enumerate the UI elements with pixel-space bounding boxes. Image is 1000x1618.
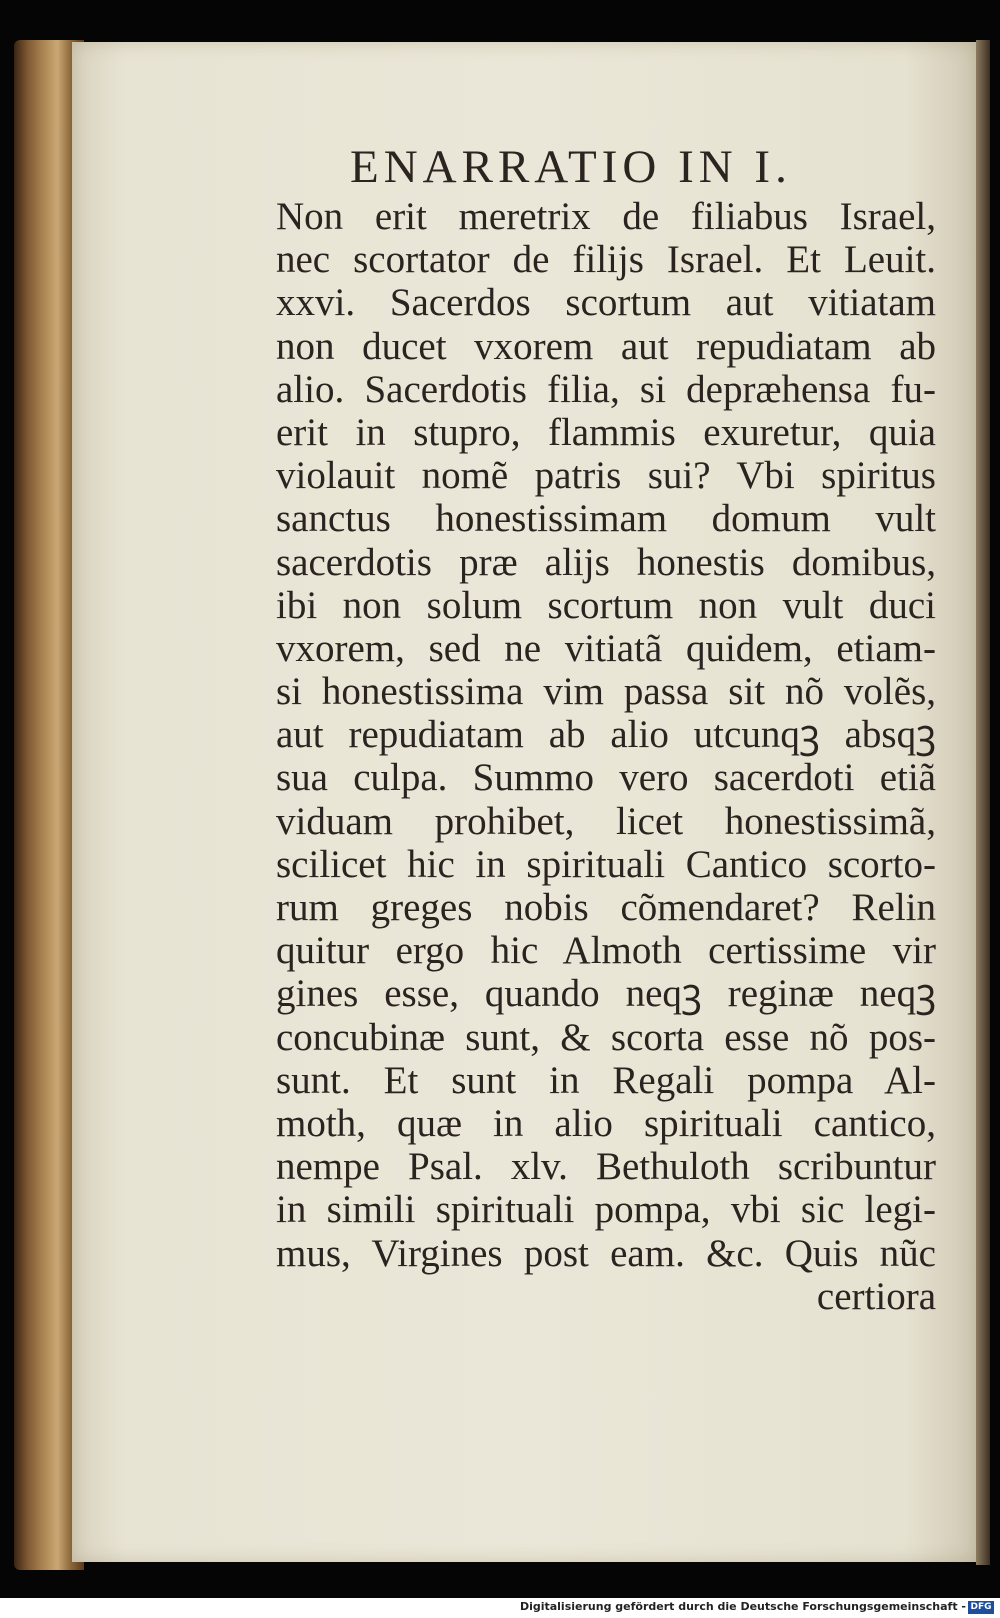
text-line: sanctus honestissimam domum vult <box>276 497 936 541</box>
text-line: si honestissima vim passa sit nõ volẽs, <box>276 670 936 714</box>
text-line: xxvi. Sacerdos scortum aut vitiatam <box>276 281 936 325</box>
text-line: concubinæ sunt, & scorta esse nõ pos- <box>276 1015 936 1059</box>
text-line: nempe Psal. xlv. Bethuloth scribuntur <box>276 1145 936 1189</box>
text-block <box>276 195 936 1318</box>
text-line: Non erit meretrix de filiabus Israel, <box>276 195 936 238</box>
text-line: vxorem, sed ne vitiatã quidem, etiam- <box>276 626 936 670</box>
text-line: ibi non solum scortum non vult duci <box>276 583 936 627</box>
text-line: non ducet vxorem aut repudiatam ab <box>276 324 936 368</box>
text-line: quitur ergo hic Almoth certissime vir <box>276 929 936 973</box>
text-line: erit in stupro, flammis exuretur, quia <box>276 410 936 454</box>
text-line: sunt. Et sunt in Regali pompa Al- <box>276 1058 936 1102</box>
footer-credit: Digitalisierung gefördert durch die Deutsche Forschungsgemeinschaft - <box>519 1600 966 1613</box>
text-line: alio. Sacerdotis filia, si depræhensa fu- <box>276 367 936 411</box>
text-line: nec scortator de filijs Israel. Et Leuit. <box>276 238 936 282</box>
text-line: sua culpa. Summo vero sacerdoti etiã <box>276 756 936 800</box>
catchword: certiora <box>816 1274 936 1318</box>
footer-bar <box>0 1598 1000 1618</box>
text-line: aut repudiatam ab alio utcunqꝫ absqꝫ <box>276 713 936 757</box>
text-line: scilicet hic in spirituali Cantico scorto- <box>276 842 936 886</box>
dfg-logo: DFG <box>968 1601 994 1614</box>
text-line: sacerdotis præ alijs honestis domibus, <box>276 540 936 584</box>
text-line: viduam prohibet, licet honestissimã, <box>276 799 936 843</box>
text-line: rum greges nobis cõmendaret? Relin <box>276 886 936 929</box>
text-line: in simili spirituali pompa, vbi sic legi- <box>276 1188 936 1232</box>
running-head: ENARRATIO IN I. <box>350 141 792 193</box>
page-right-edge <box>976 40 990 1565</box>
text-line: mus, Virgines post eam. &c. Quis nũc <box>276 1231 936 1275</box>
text-line: moth, quæ in alio spirituali cantico, <box>276 1101 936 1145</box>
text-line: violauit nomẽ patris sui? Vbi spiritus <box>276 454 936 498</box>
text-line: gines esse, quando neqꝫ reginæ neqꝫ <box>276 972 936 1016</box>
